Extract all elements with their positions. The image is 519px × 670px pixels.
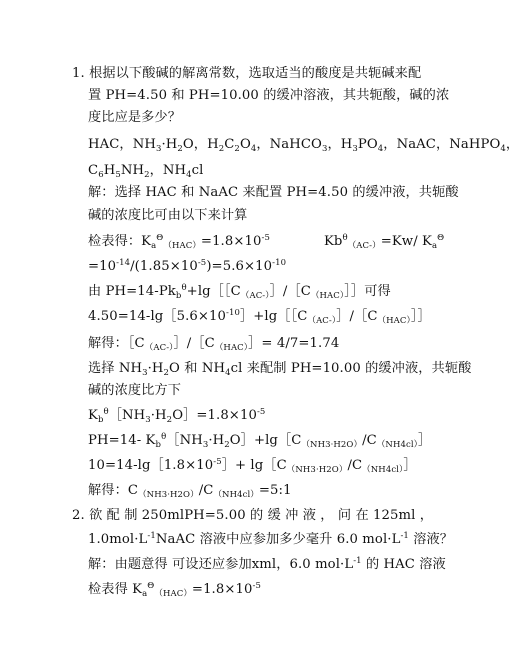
- q1-line-3: 度比应是多少？: [88, 110, 182, 125]
- q1-calc-ph-formula: 由 $PH=14-Pk_b^\theta+\lg[[C_{(AC-)}]/[C_{(HAC)}]]$可得: [88, 283, 391, 301]
- q2-line-1: 2. 欲 配 制 250mlPH=5.00 的 缓 冲 液 ， 问 在 125ml ，: [72, 508, 434, 523]
- q1-kb-value: $K_b^\theta[NH_3\cdot H_2O]=1.8\times 10^{-5}$: [88, 407, 266, 425]
- q1-compound-list: HAC，$NH_3\cdot H_2O$，$H_2C_2O_4$，NaHCO$_3$，$H_3PO_4$，NaAC，NaHPO$_4$，: [88, 137, 519, 154]
- q1-calc-kb: $=10^{-14}/(1.85\times 10^{-5})=5.6\times 10^{-10}$: [88, 258, 287, 274]
- q1-select-line-2: 碱的浓度比方下: [88, 383, 182, 398]
- q2-check-table: 检表得 $K_a^\Theta_{(HAC)}=1.8\times 10^{-5}$: [88, 581, 261, 599]
- q1-answer-2: 解得：$C_{(NH3\cdot H2O)}/C_{(NH4cl)}=5:1$: [88, 483, 292, 500]
- q1-answer-1: 解得：$[C_{(AC-)}]/[C_{(HAC)}]= 4/7=1.74$: [88, 336, 340, 353]
- q1-select-line-1: 选择 $NH_3\cdot H_2O$ 和 $NH_4cl$ 来配制 PH=10.00 的缓冲液，共轭酸: [88, 361, 472, 378]
- q1-solution-line-1: 解：选择 HAC 和 NaAC 来配置 PH=4.50 的缓冲液，共轭酸: [88, 185, 459, 200]
- q1-line-1: 1. 根据以下酸碱的解离常数，选取适当的酸度是共轭碱来配: [72, 66, 422, 81]
- q1-ph-formula-2: PH=14- $K_b^\theta[NH_3\cdot H_2O]+\lg[C_{(NH3\cdot H2O)}/C_{(NH4cl)}]$: [88, 432, 432, 450]
- q1-equation-2: $10=14-\lg[1.8\times 10^{-5}]+$ $\lg[C_{(NH3\cdot H2O)}/C_{(NH4cl)}]$: [88, 457, 417, 475]
- q1-calc-substitution: $4.50=14-\lg[5.6\times 10^{-10}]+\lg[[C_{(AC-)}]/[C_{(HAC)}]]$: [88, 308, 431, 326]
- q2-line-2: $1.0mol\cdot L^{-1}NaAC$ 溶液中应参加多少毫升 6.0 $mol\cdot L^{-1}$ 溶液？: [88, 531, 454, 547]
- q1-solution-line-2: 碱的浓度比可由以下来计算: [88, 208, 248, 223]
- q1-check-table: 检表得：$K_a^\Theta_{(HAC)}=1.8\times 10^{-5}$ $Kb^\theta_{(AC-)}=Kw/$ $K_a^\Theta$: [88, 233, 445, 251]
- q2-solution-line: 解：由题意得 可设还应参加xml，6.0 $mol\cdot L^{-1}$ 的 HAC 溶液: [88, 556, 446, 572]
- q1-compound-list-cont: $C_6H_5NH_2$，$NH_4cl$: [88, 163, 204, 180]
- q1-line-2: 置 PH=4.50 和 PH=10.00 的缓冲溶液，其共轭酸，碱的浓: [88, 88, 450, 103]
